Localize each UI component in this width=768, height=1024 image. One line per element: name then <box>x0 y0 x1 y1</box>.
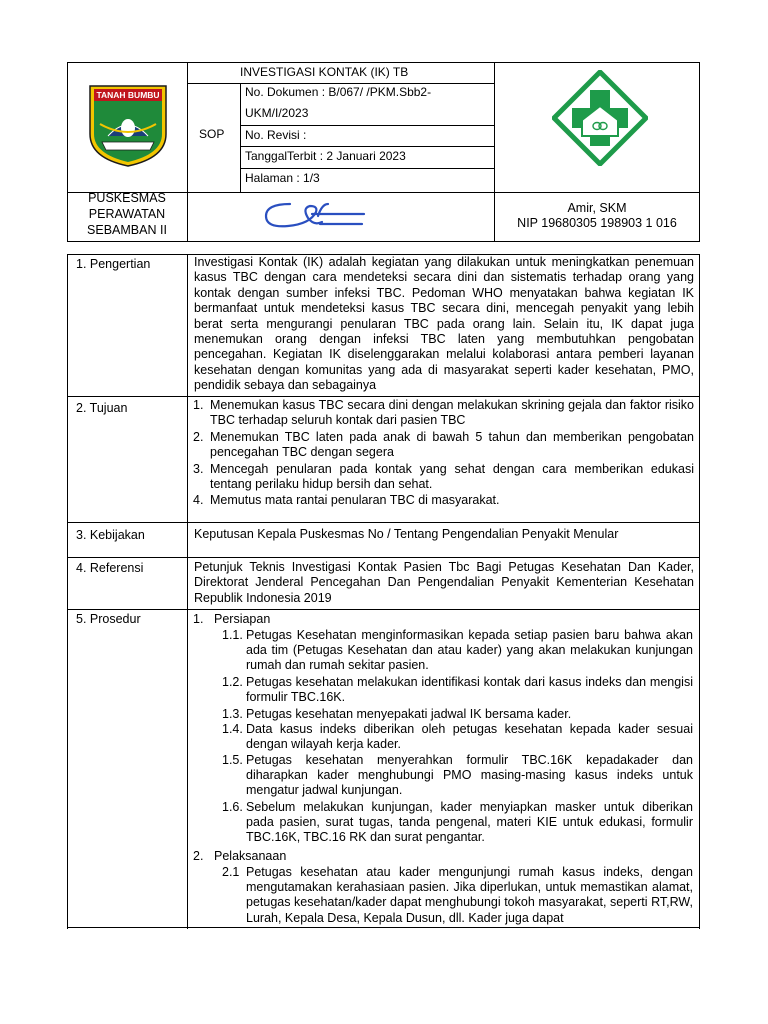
list-item-number: 2. <box>193 430 204 444</box>
sop-label: SOP <box>199 127 225 141</box>
revision-number: No. Revisi : <box>245 128 307 142</box>
section-label-prosedur: 5. Prosedur <box>76 612 141 626</box>
list-item-number: 1. <box>193 398 204 412</box>
list-item-text: Memutus mata rantai penularan TBC di masyarakat. <box>210 493 500 507</box>
pelaksanaan-heading: Pelaksanaan <box>214 849 287 863</box>
list-item-number: 1.1. <box>222 628 243 642</box>
list-item-text: Data kasus indeks diberikan oleh petugas kesehatan kepada kader sesuai dengan wilayah kerja kader. <box>246 722 693 752</box>
list-item-text: Petugas kesehatan menyerahkan formulir TBC.16K kepadakader dan diharapkan kader menghubungi PMO masing-masing kasus indeks untuk mengatur jadwal kunjungan. <box>246 753 693 798</box>
pelaksanaan-list <box>216 865 694 927</box>
issue-date: TanggalTerbit : 2 Januari 2023 <box>245 149 406 163</box>
content-divider <box>67 609 700 610</box>
page-number: Halaman : 1/3 <box>245 171 320 185</box>
list-item-text: Petugas kesehatan atau kader mengunjungi rumah kasus indeks, dengan mengutamakan kerahasiaan pasien. Jika diperlukan, untuk memastikan alamat, petugas kesehatan/kader dapat menghubungi tokoh masyarakat, seperti RT,RW, Lurah, Kepala Desa, Kepala Dusun, dll. Kader juga dapat <box>246 865 693 925</box>
list-item-text: Petugas kesehatan melakukan identifikasi kontak dari kasus indeks dan mengisi formulir TBC.16K. <box>246 675 693 705</box>
list-item-number: 4. <box>193 493 204 507</box>
tujuan-list <box>190 398 695 520</box>
header-divider <box>240 168 494 169</box>
org-name-line2: PERAWATAN <box>88 207 166 221</box>
content-divider <box>67 522 700 523</box>
header-divider <box>240 125 494 126</box>
content-divider <box>67 557 700 558</box>
list-item-text: Mencegah penularan pada kontak yang sehat dengan cara memberikan edukasi tentang perilaku hidup bersih dan sehat. <box>210 462 694 492</box>
header-divider <box>494 62 495 242</box>
list-item-number: 1.5. <box>222 753 243 767</box>
signature <box>258 198 378 234</box>
section-label-pengertian: 1. Pengertian <box>76 257 151 271</box>
document-number: No. Dokumen : B/067/ /PKM.Sbb2- <box>245 85 432 99</box>
list-item-number: 3. <box>193 462 204 476</box>
list-item-number: 1.3. <box>222 707 243 721</box>
regency-emblem <box>86 84 170 168</box>
content-divider <box>67 927 700 928</box>
list-item-number: 1.4. <box>222 722 243 736</box>
list-item-text: Menemukan TBC laten pada anak di bawah 5 tahun dan memberikan pengobatan pencegahan TBC dengan segera <box>210 430 694 460</box>
regency-emblem-label: TANAH BUMBU <box>96 90 160 100</box>
head-nip: NIP 19680305 198903 1 016 <box>517 216 677 230</box>
head-name: Amir, SKM <box>567 201 627 215</box>
puskesmas-logo <box>552 70 648 166</box>
list-item-number: 2.1 <box>222 865 240 879</box>
list-item-number: 1.2. <box>222 675 243 689</box>
list-item-text: Petugas Kesehatan menginformasikan kepada setiap pasien baru bahwa akan ada tim (Petugas Kesehatan dan atau kader) yang akan melakukan kunjungan rumah dan rumah sekitar pasien. <box>246 628 693 673</box>
list-item-number: 1.6. <box>222 800 243 814</box>
content-divider <box>67 396 700 397</box>
section-label-referensi: 4. Referensi <box>76 561 144 575</box>
signature-scribble-icon <box>258 198 378 234</box>
list-item-text: Sebelum melakukan kunjungan, kader menyiapkan masker untuk diberikan pada pasien, surat tugas, tanda pengenal, materi KIE untuk edukasi, formulir TBC.16K, TBC.16 RK dan surat pengantar. <box>246 800 693 845</box>
content-divider <box>187 254 188 929</box>
puskesmas-cross-icon <box>552 70 648 166</box>
document-number-cont: UKM/I/2023 <box>245 106 309 120</box>
pengertian-text: Investigasi Kontak (IK) adalah kegiatan yang dilakukan untuk meningkatkan penemuan kasus TBC dengan cara mendeteksi secara dini dan sistematis terhadap orang yang kontak dengan sumber infeksi TBC. Pedoman WHO menyatakan bahwa kegiatan IK bermanfaat untuk mendeteksi kasus TBC secara dini, mencegah penyakit yang lebih berat serta mengurangi penularan TBC pada orang lain. Selain itu, IK dapat juga menemukan orang dengan infeksi TBC laten yang membutuhkan pengobatan pencegahan. Kegiatan IK diselenggarakan melalui kolaborasi antara pemberi layanan kesehatan dengan komunitas yang ada di masyarakat seperti kader kesehatan, PMO, pendidik sebaya dan sebagainya <box>194 255 694 393</box>
header-divider <box>240 83 241 192</box>
persiapan-list <box>216 628 694 848</box>
header-divider <box>240 146 494 147</box>
kebijakan-text: Keputusan Kepala Puskesmas No / Tentang Pengendalian Penyakit Menular <box>194 527 619 541</box>
referensi-text: Petunjuk Teknis Investigasi Kontak Pasien Tbc Bagi Petugas Kesehatan Dan Kader, Direktorat Jenderal Pencegahan Dan Pengendalian Penyakit Kementerian Kesehatan Republik Indonesia 2019 <box>194 560 694 605</box>
pelaksanaan-number: 2. <box>193 849 204 863</box>
org-name-line3: SEBAMBAN II <box>87 223 167 237</box>
persiapan-number: 1. <box>193 612 204 626</box>
section-label-tujuan: 2. Tujuan <box>76 401 128 415</box>
persiapan-heading: Persiapan <box>214 612 271 626</box>
header-divider <box>187 62 188 242</box>
section-label-kebijakan: 3. Kebijakan <box>76 528 145 542</box>
list-item-text: Petugas kesehatan menyepakati jadwal IK bersama kader. <box>246 707 572 721</box>
list-item-text: Menemukan kasus TBC secara dini dengan melakukan skrining gejala dan faktor risiko TBC terhadap seluruh kontak dari pasien TBC <box>210 398 694 428</box>
header-divider <box>187 83 494 84</box>
sop-title: INVESTIGASI KONTAK (IK) TB <box>240 65 409 79</box>
org-name-line1: PUSKESMAS <box>88 191 166 205</box>
